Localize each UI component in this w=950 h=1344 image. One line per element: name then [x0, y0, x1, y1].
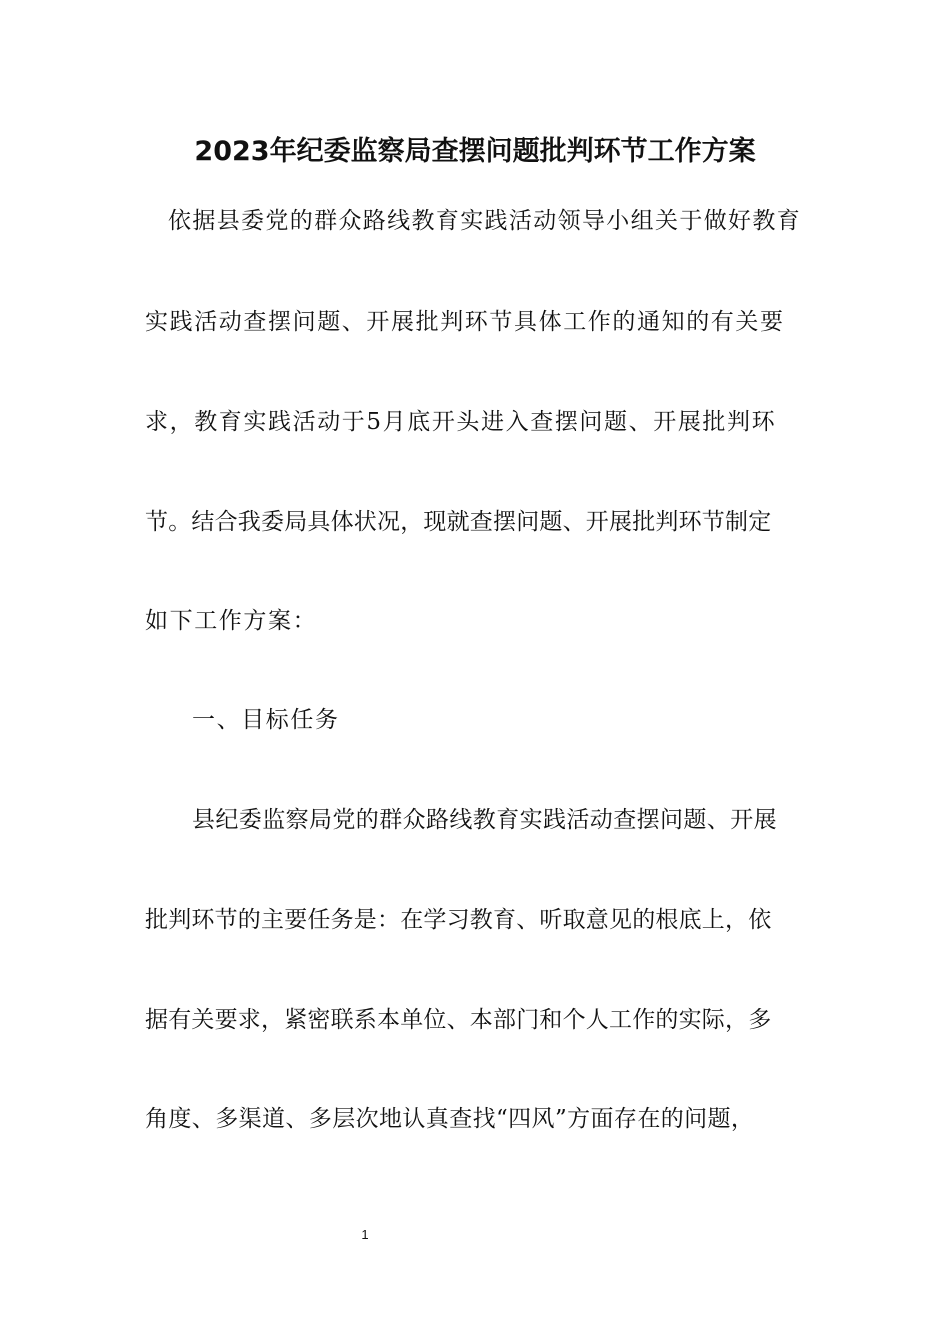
paragraph-line: 实践活动查摆问题、开展批判环节具体工作的通知的有关要: [145, 309, 785, 335]
paragraph-line: 批判环节的主要任务是：在学习教育、听取意见的根底上，依: [145, 907, 772, 933]
document-title: 2023年纪委监察局查摆问题批判环节工作方案: [194, 136, 756, 167]
section-heading: 一、目标任务: [192, 707, 340, 733]
paragraph-line: 县纪委监察局党的群众路线教育实践活动查摆问题、开展: [192, 807, 777, 833]
paragraph-line: 依据县委党的群众路线教育实践活动领导小组关于做好教育: [168, 208, 802, 234]
page-number: 1: [361, 1227, 369, 1242]
paragraph-line: 如下工作方案：: [145, 608, 318, 634]
paragraph-line: 角度、多渠道、多层次地认真查找“四风”方面存在的问题，: [145, 1106, 755, 1132]
paragraph-line: 求，教育实践活动于5月底开头进入查摆问题、开展批判环: [145, 409, 777, 435]
paragraph-line: 节。结合我委局具体状况，现就查摆问题、开展批判环节制定: [145, 509, 772, 535]
paragraph-line: 据有关要求，紧密联系本单位、本部门和个人工作的实际，多: [145, 1007, 772, 1033]
